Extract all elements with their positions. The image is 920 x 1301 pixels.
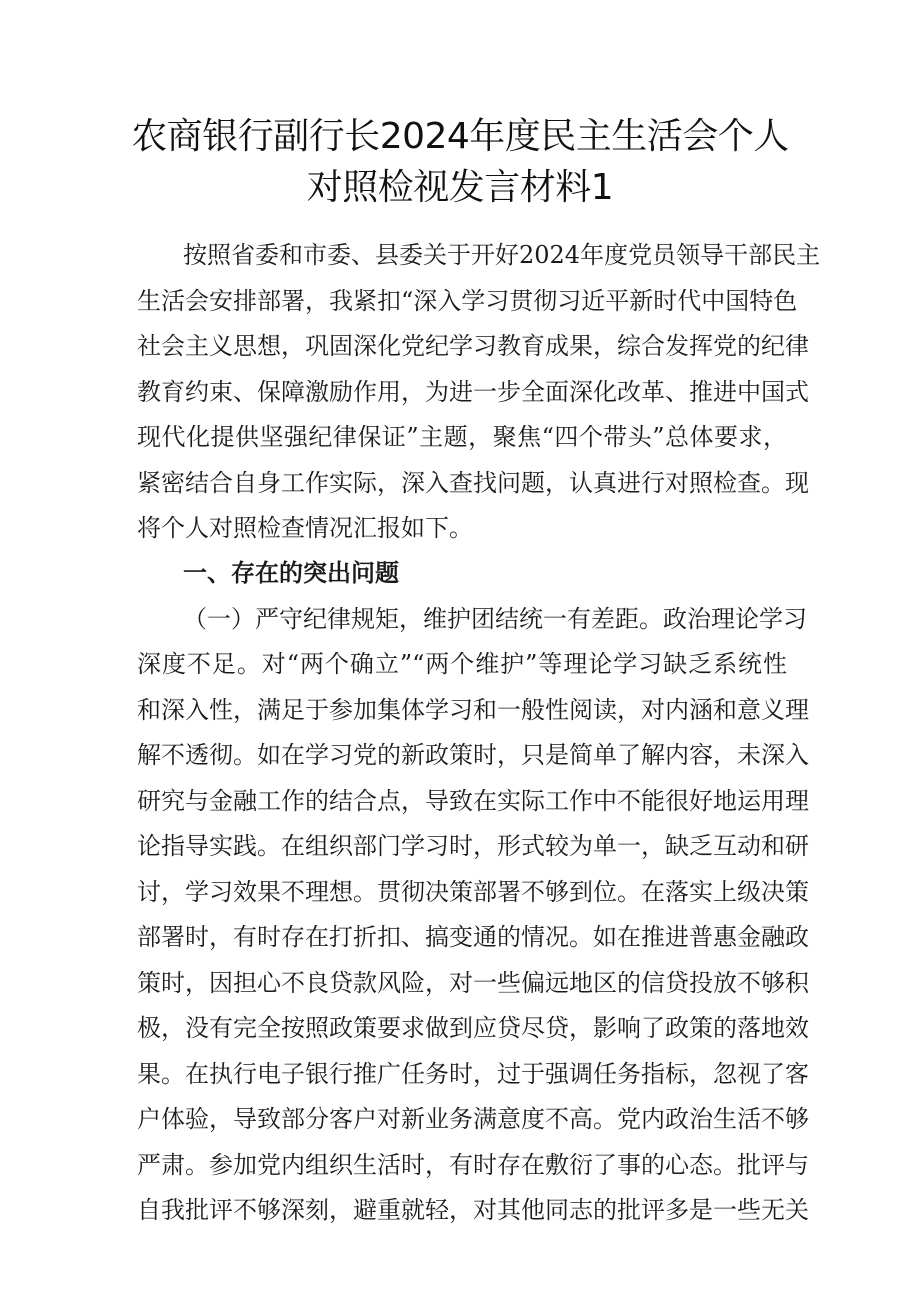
body-line: 深度不足。对“两个确立”“两个维护”等理论学习缺乏系统性 [137, 650, 787, 678]
document-title-line-2: 对照检视发言材料1 [306, 167, 614, 208]
body-line: 部署时，有时存在打折扣、搞变通的情况。如在推进普惠金融政 [137, 923, 809, 951]
intro-line: 社会主义思想，巩固深化党纪学习教育成果，综合发挥党的纪律 [137, 332, 809, 360]
body-line: 和深入性，满足于参加集体学习和一般性阅读，对内涵和意义理 [137, 696, 809, 724]
body-line: 严肃。参加党内组织生活时，有时存在敷衍了事的心态。批评与 [137, 1151, 809, 1179]
intro-line: 教育约束、保障激励作用，为进一步全面深化改革、推进中国式 [137, 378, 809, 406]
intro-line: 紧密结合自身工作实际，深入查找问题，认真进行对照检查。现 [137, 469, 809, 497]
body-line: 果。在执行电子银行推广任务时，过于强调任务指标，忽视了客 [137, 1060, 809, 1088]
body-line: 讨，学习效果不理想。贯彻决策部署不够到位。在落实上级决策 [137, 878, 809, 906]
body-line: （一）严守纪律规矩，维护团结统一有差距。政治理论学习 [183, 605, 807, 633]
body-line: 极，没有完全按照政策要求做到应贷尽贷，影响了政策的落地效 [137, 1014, 809, 1042]
body-line: 研究与金融工作的结合点，导致在实际工作中不能很好地运用理 [137, 787, 809, 815]
body-line: 解不透彻。如在学习党的新政策时，只是简单了解内容，未深入 [137, 741, 809, 769]
body-line: 户体验，导致部分客户对新业务满意度不高。党内政治生活不够 [137, 1105, 809, 1133]
section-heading: 一、存在的突出问题 [183, 558, 399, 587]
body-line: 策时，因担心不良贷款风险，对一些偏远地区的信贷投放不够积 [137, 969, 809, 997]
document-title-line-1: 农商银行副行长2024年度民主生活会个人 [131, 116, 789, 157]
intro-line: 生活会安排部署，我紧扣“深入学习贯彻习近平新时代中国特色 [137, 287, 798, 315]
body-line: 论指导实践。在组织部门学习时，形式较为单一，缺乏互动和研 [137, 832, 809, 860]
intro-line: 将个人对照检查情况汇报如下。 [137, 514, 473, 542]
body-line: 自我批评不够深刻，避重就轻，对其他同志的批评多是一些无关 [137, 1196, 809, 1224]
intro-line: 按照省委和市委、县委关于开好2024年度党员领导干部民主 [183, 241, 821, 269]
intro-line: 现代化提供坚强纪律保证”主题，聚焦“四个带头”总体要求， [137, 423, 787, 451]
